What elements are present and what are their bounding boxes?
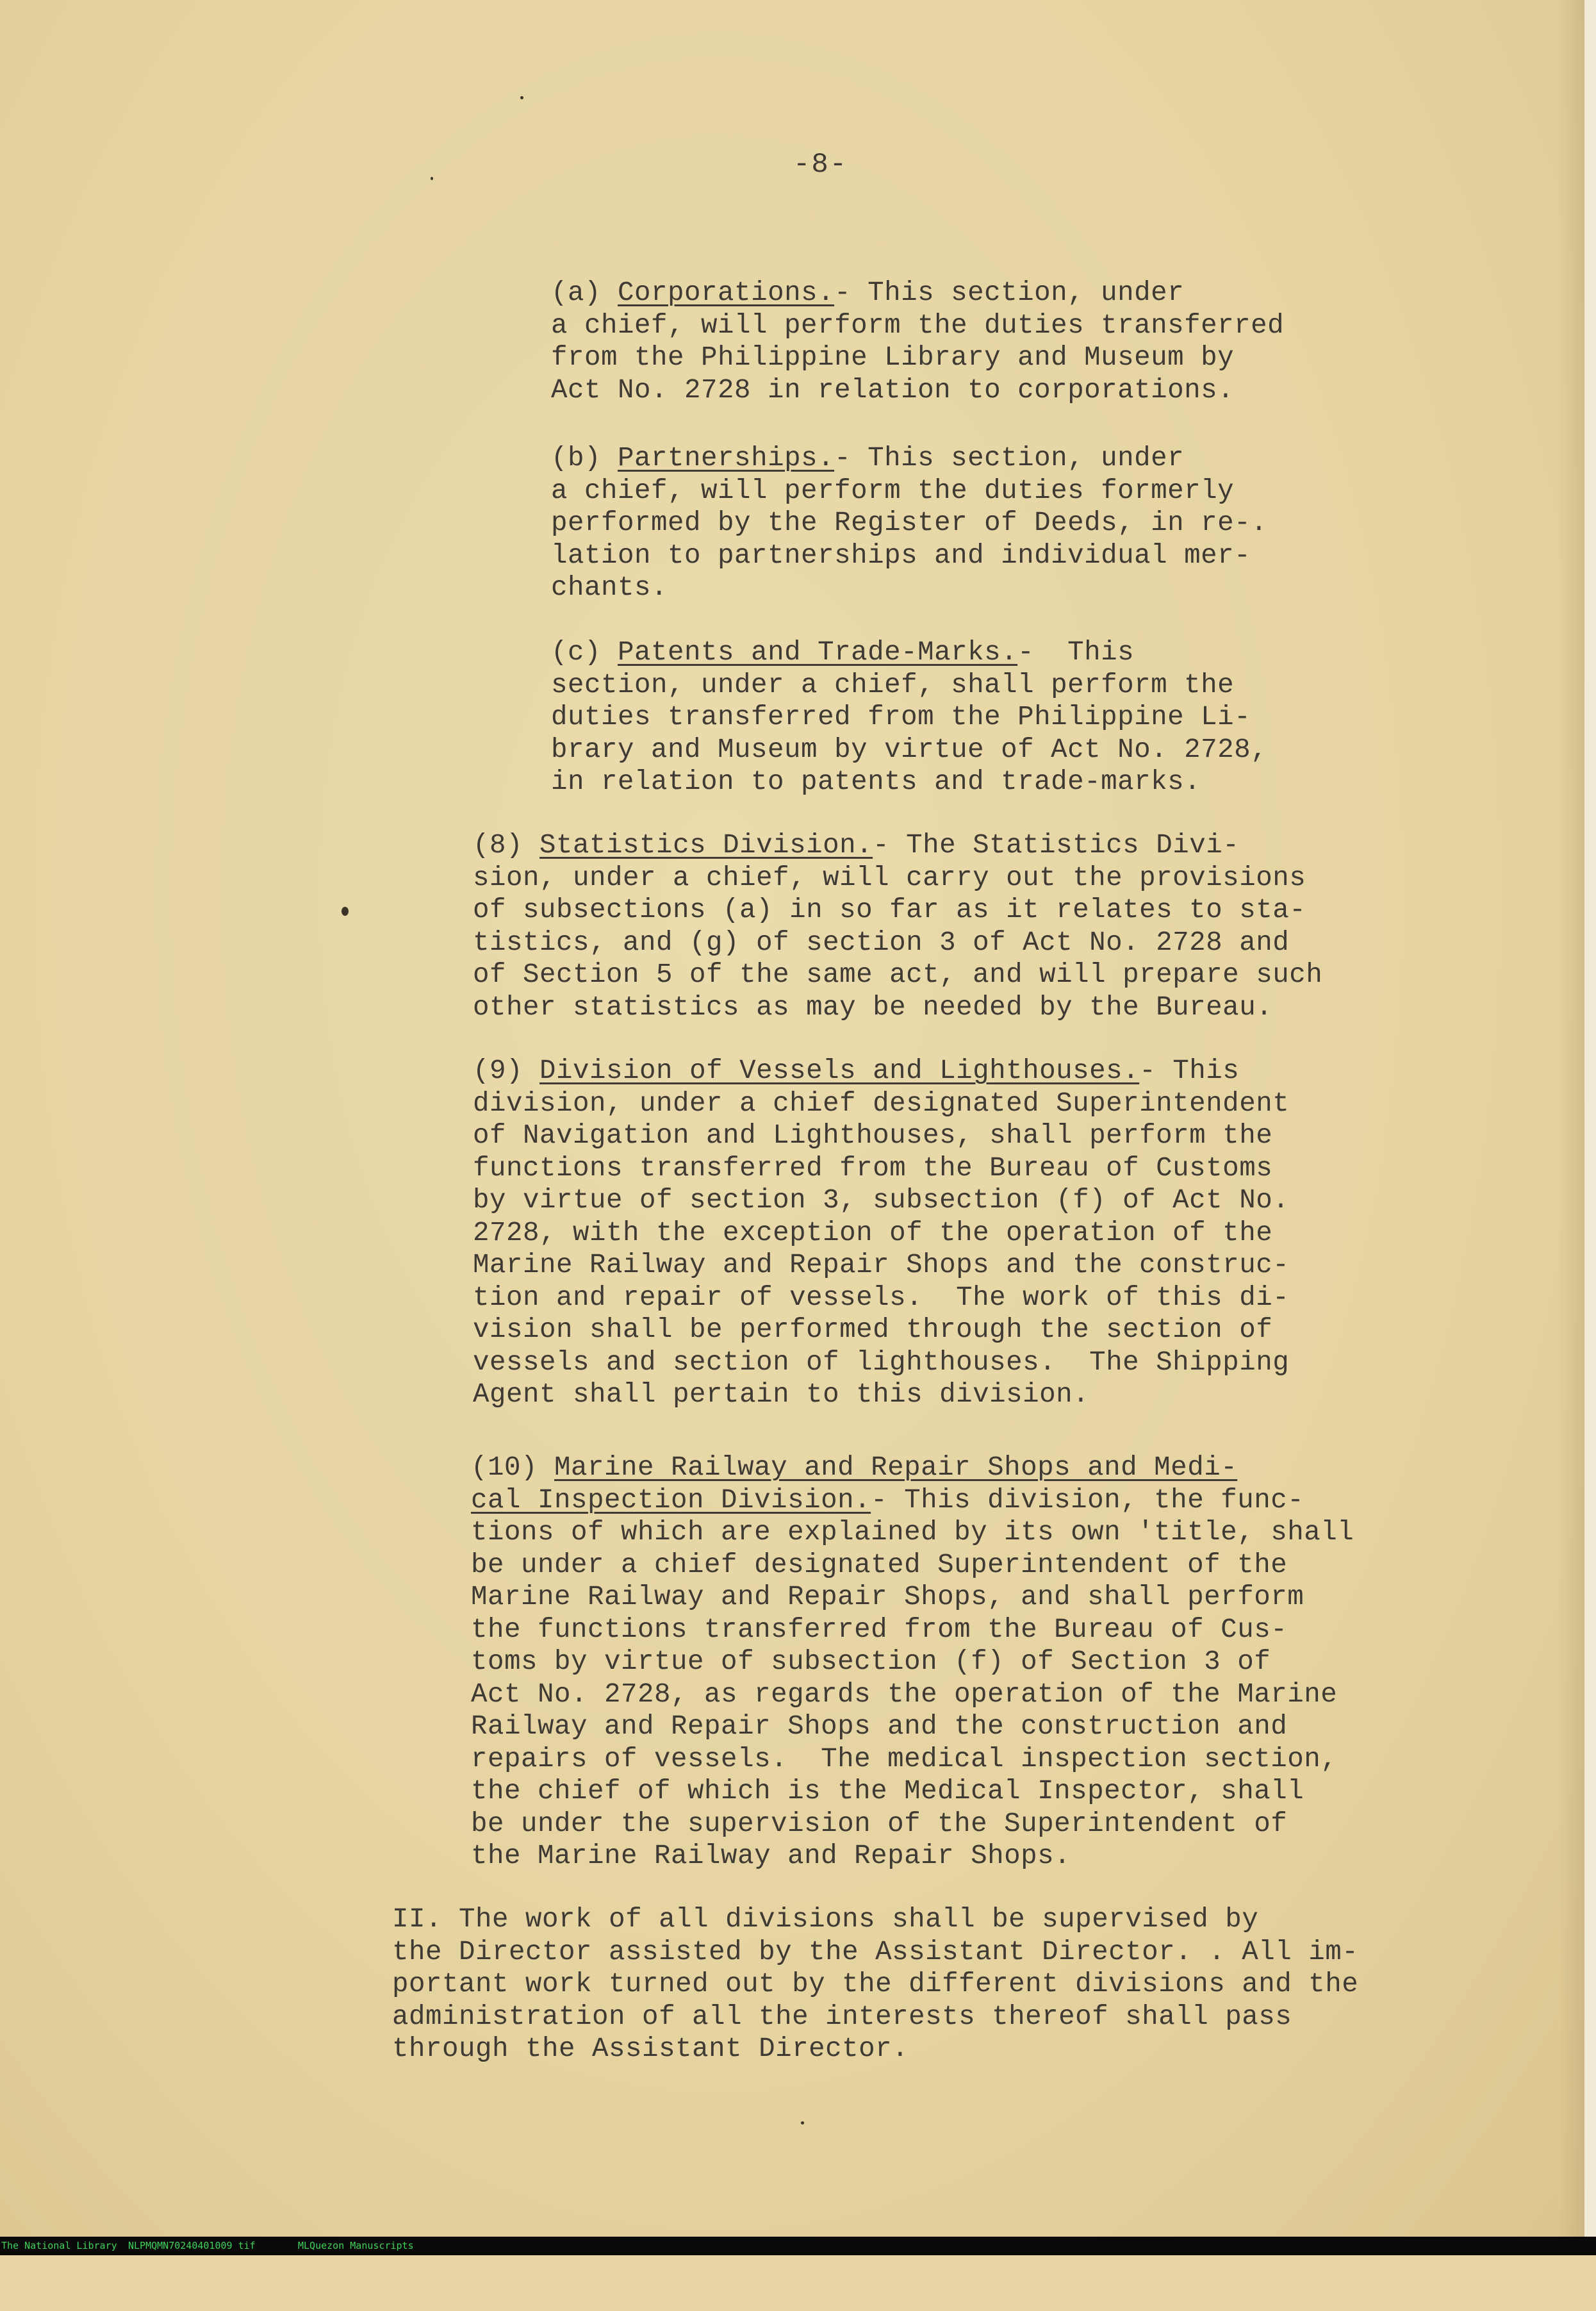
section-heading: Partnerships. — [618, 443, 835, 474]
ink-speck — [341, 907, 349, 916]
section-statistics-division: (8) Statistics Division.- The Statistics Divi- sion, under a chief, will carry out the provisions of subsections (a) in so far as it relates to sta- tistics, and (g) of section 3 of Act No. 2728 and of Section 5 of the same act, and will prepare such other statistics as may be needed by the Bureau. — [473, 830, 1323, 1023]
section-heading: Marine Railway and Repair Shops and Medi- cal Inspection Division. — [471, 1452, 1238, 1516]
ink-speck — [801, 2121, 804, 2125]
footer-file: NLPMQMN70240401009 tif — [128, 2240, 256, 2251]
ink-speck — [520, 96, 523, 99]
section-body: - This section, under a chief, shall perform the duties transferred from the Philippine Li- brary and Museum by virtue of Act No. 2728, in relation to patents and trade-marks. — [551, 637, 1268, 797]
section-marine-railway: (10) Marine Railway and Repair Shops and Medi- cal Inspection Division.- This division, the func- tions of which are explained by its own 'title, shall be under a chief designated Superintendent of the Marine Railway and Repair Shops, and shall perform the functions transferred from the Bureau of Cus- toms by virtue of subsection (f) of Section 3 of Act No. 2728, as regards the operation of the Marine Railway and Repair Shops and the construction and repairs of vessels. The medical inspection section, the chief of which is the Medical Inspector, shall be under the supervision of the Superintendent of the Marine Railway and Repair Shops. — [471, 1452, 1354, 1871]
scan-footer — [0, 2237, 1596, 2255]
section-corporations: (a) Corporations.- This section, under a chief, will perform the duties transferred from the Philippine Library and Museum by Act No. 2728 in relation to corporations. — [551, 277, 1285, 406]
section-body: - This section, under a chief, will perform the duties formerly performed by the Register of Deeds, in re-. lation to partnerships and individual mer- chants. — [551, 443, 1268, 603]
section-heading: Statistics Division. — [539, 830, 873, 861]
section-heading: Corporations. — [618, 277, 835, 308]
ink-speck — [431, 177, 433, 180]
section-body: - This section, under a chief, will perform the duties transferred from the Philippine Library and Museum by Act No. 2728 in relation to corporations. — [551, 277, 1285, 406]
section-body: - This division, the func- tions of which are explained by its own 'title, shall be under a chief designated Superintendent of the Marine Railway and Repair Shops, and shall perform the functions transferred from the Bureau of Cus- toms by virtue of subsection (f) of Section 3 of Act No. 2728, as regards the operation of the Marine Railway and Repair Shops and the construction and repairs of vessels. The medical inspection section, the chief of which is the Medical Inspector, shall be under the supervision of the Superintendent of the Marine Railway and Repair Shops. — [471, 1484, 1354, 1871]
section-body: - The Statistics Divi- sion, under a chief, will carry out the provisions of subsections (a) in so far as it relates to sta- tistics, and (g) of section 3 of Act No. 2728 and of Section 5 of the same act, and will prepare such other statistics as may be needed by the Bureau. — [473, 830, 1323, 1023]
section-patents: (c) Patents and Trade-Marks.- This section, under a chief, shall perform the duties transferred from the Philippine Li- brary and Museum by virtue of Act No. 2728, in relation to patents and trade-marks. — [551, 637, 1268, 797]
footer-collection: MLQuezon Manuscripts — [298, 2240, 414, 2251]
section-body: - This division, under a chief designated Superintendent of Navigation and Lighthouses, shall perform the functions transferred from the Bureau of Customs by virtue of section 3, subsection (f) of Act No. 2728, with the exception of the operation of the Marine Railway and Repair Shops and the construc- tion and repair of vessels. The work of this di- vision shall be performed through the section of vessels and section of lighthouses. The Shipping Agent shall pertain to this division. — [473, 1056, 1290, 1410]
section-supervision: II. The work of all divisions shall be supervised by the Director assisted by the Assistant Director. . All im- portant work turned out by the different divisions and the administration of all the interests thereof shall pass through the Assistant Director. — [392, 1904, 1359, 2064]
section-partnerships: (b) Partnerships.- This section, under a chief, will perform the duties formerly performed by the Register of Deeds, in re-. lation to partnerships and individual mer- chants. — [551, 443, 1268, 603]
page-edge — [1584, 0, 1596, 2237]
page-number: -8- — [793, 149, 848, 181]
section-heading: Patents and Trade-Marks. — [618, 637, 1018, 668]
footer-library: The National Library — [1, 2240, 117, 2251]
section-vessels-lighthouses: (9) Division of Vessels and Lighthouses.- This division, under a chief designated Superintendent of Navigation and Lighthouses, shall perform the functions transferred from the Bureau of Customs by virtue of section 3, subsection (f) of Act No. 2728, with the exception of the operation of the Marine Railway and Repair Shops and the construc- tion and repair of vessels. The work of this di- vision shall be performed through the section of vessels and section of lighthouses. The Shipping Agent shall pertain to this division. — [473, 1056, 1290, 1410]
section-heading: Division of Vessels and Lighthouses. — [539, 1056, 1140, 1086]
section-body: The work of all divisions shall be supervised by the Director assisted by the Assistant Director. . All im- portant work turned out by the different divisions and the administration of all the interests thereof shall pass through the Assistant Director. — [392, 1904, 1359, 2064]
